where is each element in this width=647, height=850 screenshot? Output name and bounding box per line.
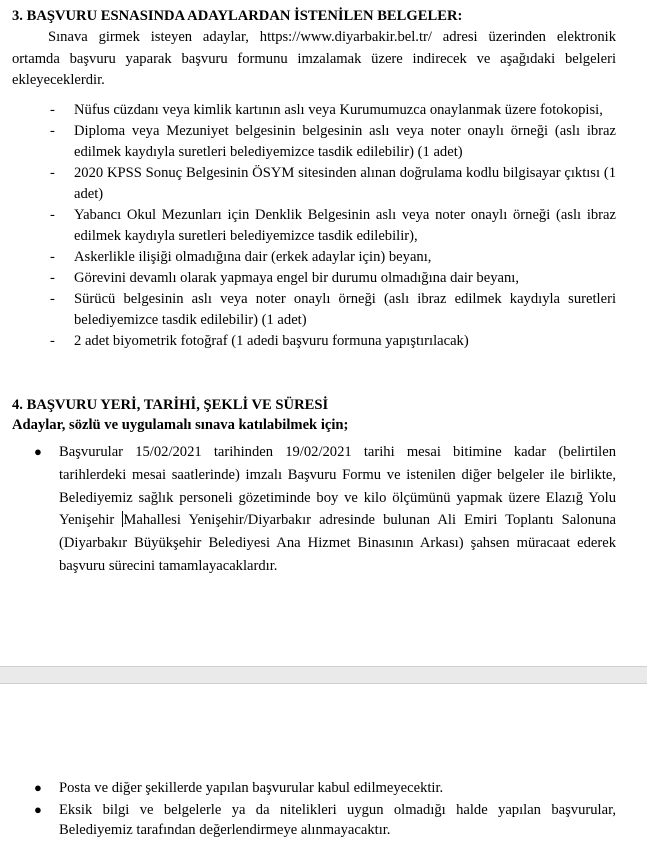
dash-marker: - [50,207,55,223]
list-item: ● Eksik bilgi ve belgelerle ya da nitelikleri uygun olmadığı halde yapılan başvurular, Belediyemiz tarafından değerlendirmeye alınmayacaktır. [34,801,616,838]
dash-marker: - [50,270,55,286]
list-item: - 2020 KPSS Sonuç Belgesinin ÖSYM sitesinden alınan doğrulama kodlu bilgisayar çıktısı (1 adet) [50,165,616,202]
notes-list [12,778,616,842]
section-3-intro-text: Sınava girmek isteyen adaylar, https://www.diyarbakir.bel.tr/ adresi üzerinden elektronik ortamda başvuru yaparak başvuru formunu imzalamak üzere indirecek ve aşağıdaki belgeleri ekleyeceklerdir. [12,29,616,88]
dash-marker: - [50,123,55,139]
section-4-subheading: Adaylar, sözlü ve uygulamalı sınava katılabilmek için; [12,417,349,433]
list-item: - Sürücü belgesinin aslı veya noter onaylı örneği (aslı ibraz edilmek kaydıyla suretleri belediyemizce tasdik edilebilir) (1 adet) [50,291,616,328]
list-item: - Nüfus cüzdanı veya kimlik kartının aslı veya Kurumumuzca onaylanmak üzere fotokopisi, [12,100,616,121]
dash-marker: - [50,102,55,118]
document-page-2 [0,684,647,850]
dash-marker: - [50,249,55,265]
dash-marker: - [50,291,55,307]
bullet-marker: ● [34,780,42,795]
list-item: - Görevini devamlı olarak yapmaya engel bir durumu olmadığına dair beyanı, [12,268,616,289]
page-separator [0,666,647,684]
bullet-marker: ● [34,444,42,459]
required-documents-list [12,100,616,352]
application-details-list [12,441,616,578]
section-3-intro [12,27,616,92]
bullet-marker: ● [34,801,42,817]
list-item: - 2 adet biyometrik fotoğraf (1 adedi başvuru formuna yapıştırılacak) [12,331,616,352]
dash-marker: - [50,165,55,181]
list-item: - Askerlikle ilişiği olmadığına dair (erkek adaylar için) beyanı, [12,247,616,268]
list-item: ● Başvurular 15/02/2021 tarihinden 19/02/2021 tarihi mesai bitimine kadar (belirtilen tarihlerdeki mesai saatlerinde) imzalı Başvuru Formu ve istenilen diğer belgeler ile birlikte, Belediyemiz sağlık personeli gözetiminde boy ve kilo ölçümünü yapmak üzere Elazığ Yolu Yenişehir Mahallesi Yenişehir/Diyarbakır adresinde bulunan Ali Emiri Toplantı Salonuna (Diyarbakır Büyükşehir Belediyesi Ana Hizmet Binasının Arkası) şahsen müracaat ederek başvuru sürecini tamamlayacaklardır. [12,441,616,578]
section-3-heading: 3. BAŞVURU ESNASINDA ADAYLARDAN İSTENİLEN BELGELER: [12,8,463,24]
dash-marker: - [50,333,55,349]
list-item: - Diploma veya Mezuniyet belgesinin belgesinin aslı veya noter onaylı örneği (aslı ibraz edilmek kaydıyla suretleri belediyemizce tasdik edilebilir) (1 adet) [50,123,616,160]
section-4-heading: 4. BAŞVURU YERİ, TARİHİ, ŞEKLİ VE SÜRESİ [12,397,329,413]
list-item: ● Posta ve diğer şekillerde yapılan başvurular kabul edilmeyecektir. [12,778,616,799]
list-item: - Yabancı Okul Mezunları için Denklik Belgesinin aslı veya noter onaylı örneği (aslı ibraz edilmek kaydıyla suretleri belediyemizce tasdik edilebilir), [50,207,616,244]
